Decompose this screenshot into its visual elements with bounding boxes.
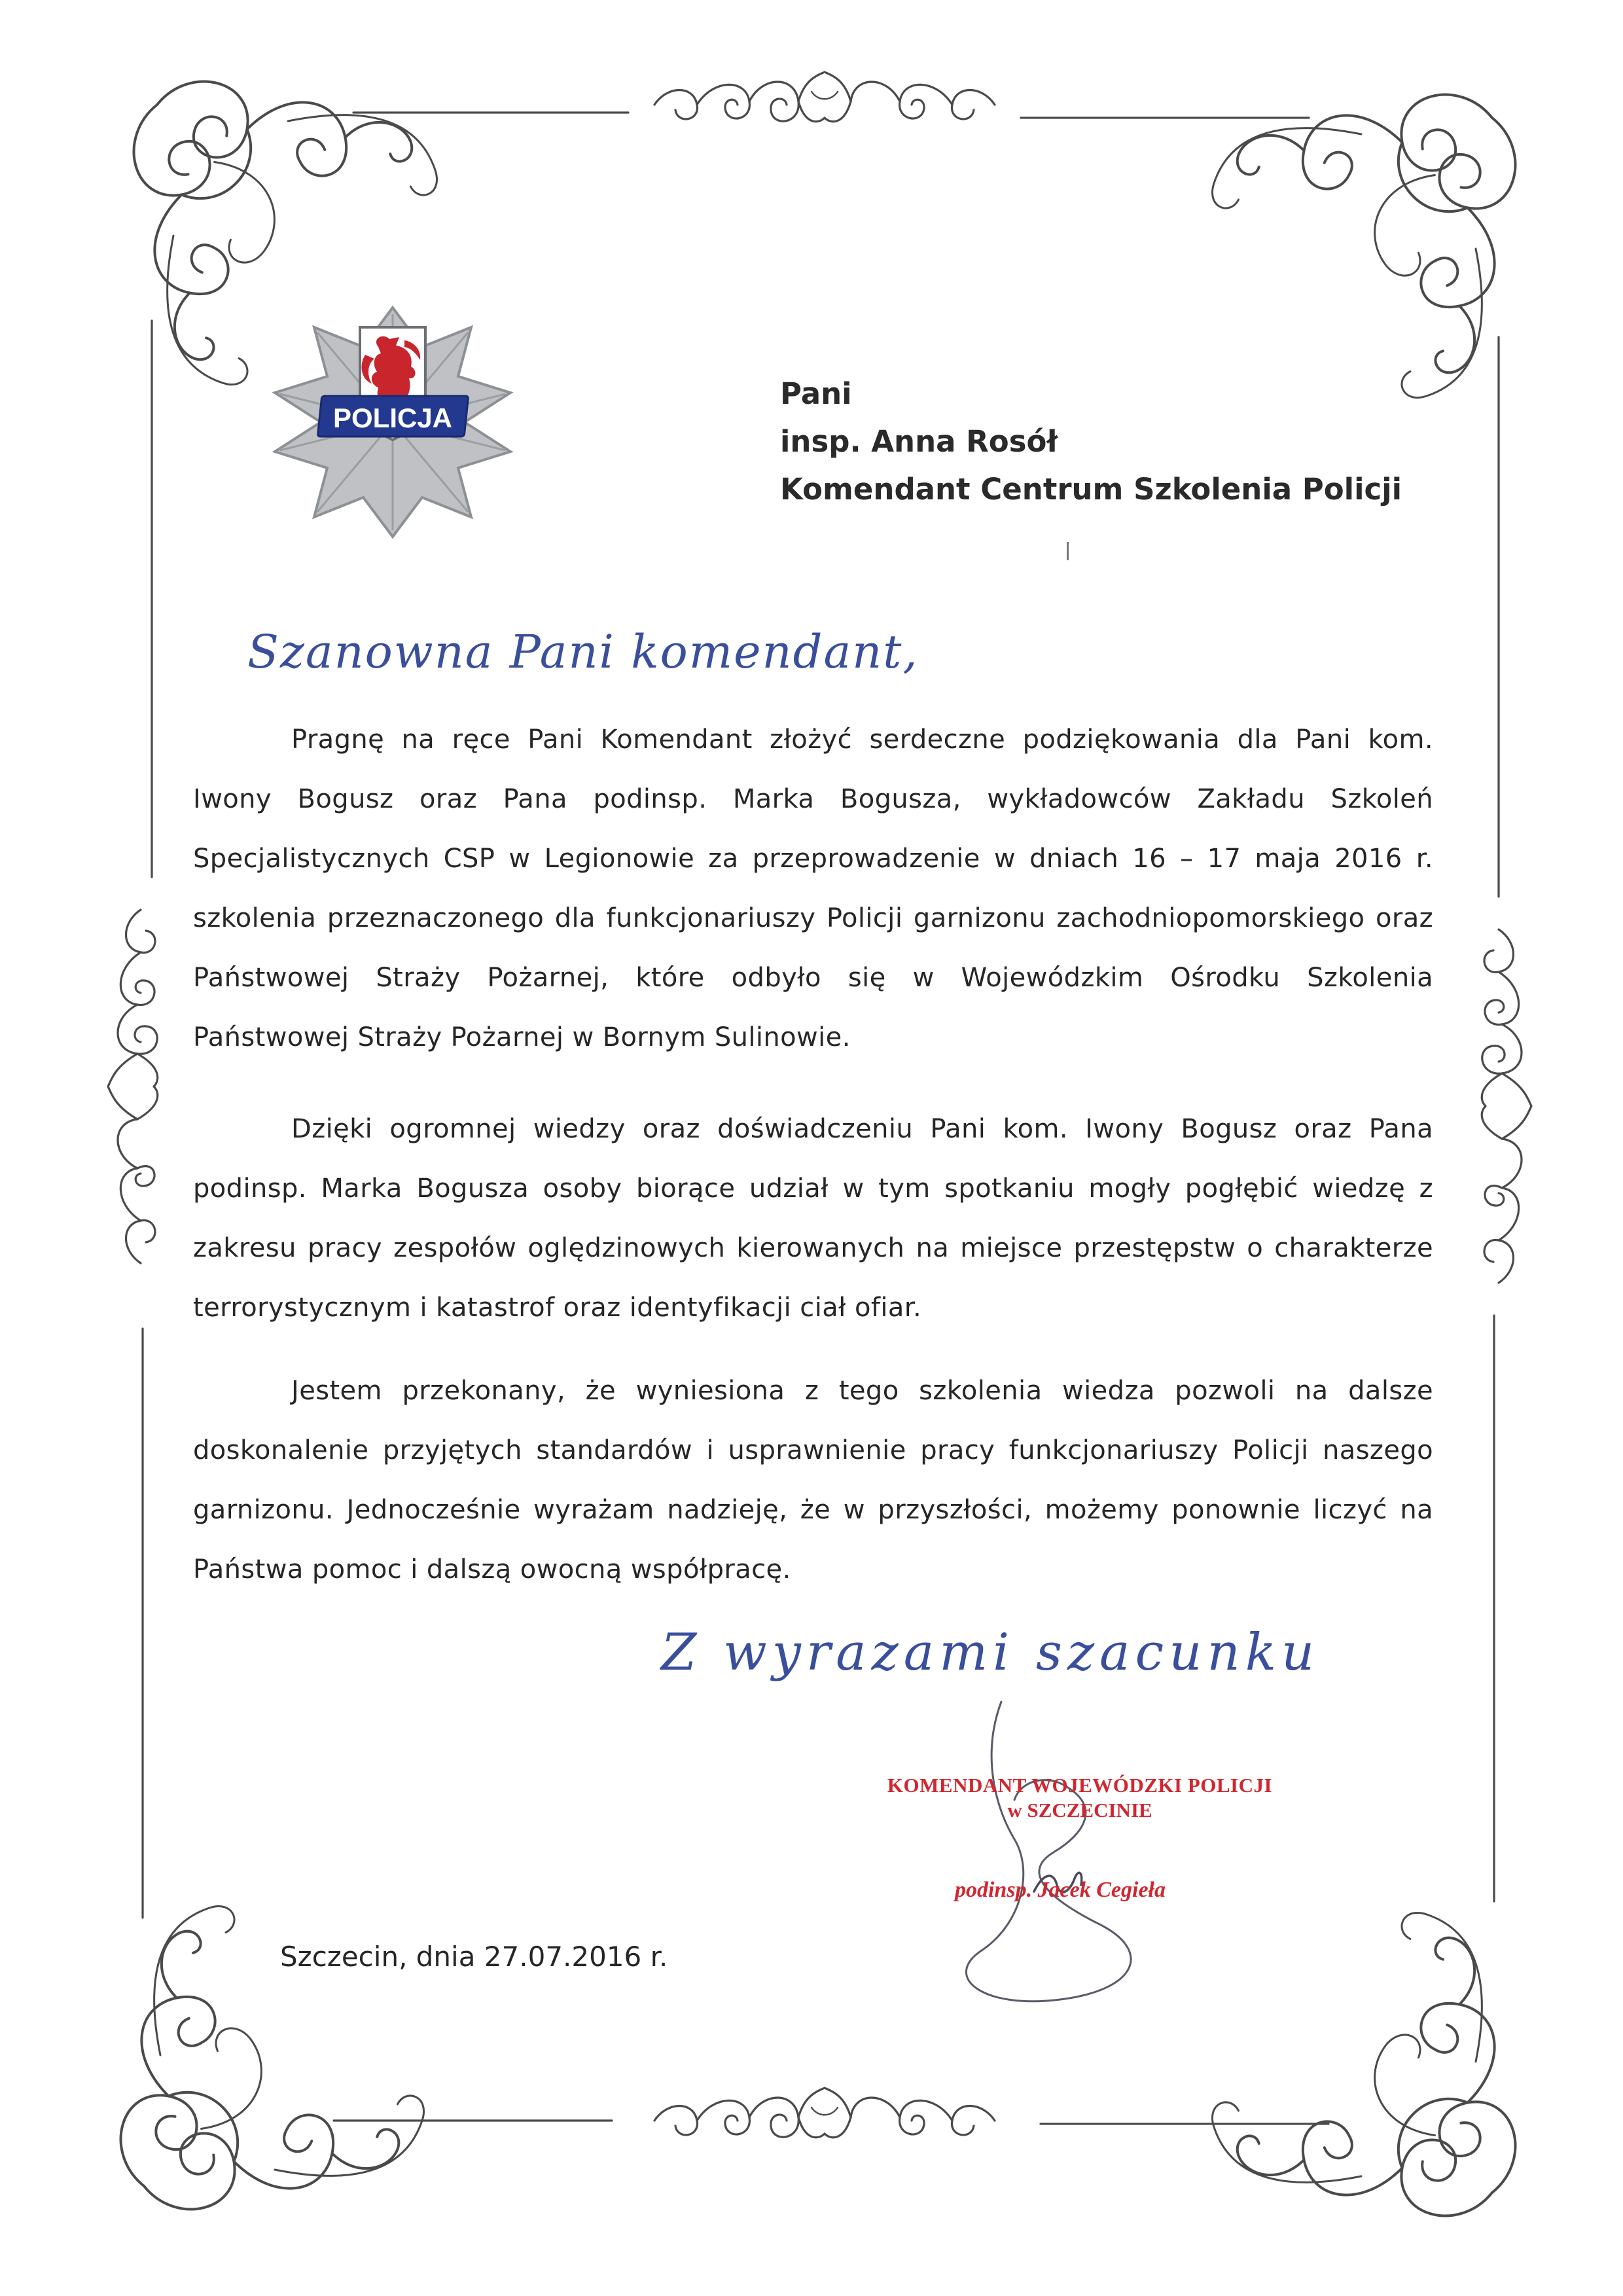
- addressee-name: insp. Anna Rosół: [780, 424, 1058, 459]
- addressee-block: [780, 370, 1500, 513]
- official-stamp: [877, 1774, 1283, 1903]
- handwritten-closing: Z wyrazami szacunku: [661, 1623, 1320, 1682]
- body-paragraph-1: [193, 710, 1433, 1067]
- addressee-honorific: Pani: [780, 376, 852, 411]
- paragraph-text: Pragnę na ręce Pani Komendant złożyć serdeczne podziękowania dla Pani kom. Iwony Bogusz oraz Pana podinsp. Marka Bogusza, wykładowców Zakładu Szkoleń Specjalistycznych CSP w Legionowie za przeprowadzenie w dniach 16 – 17 maja 2016 r. szkolenia przeznaczonego dla funkcjonariuszy Policji garnizonu zachodniopomorskiego oraz Państwowej Straży Pożarnej, które odbyło się w Wojewódzkim Ośrodku Szkolenia Państwowej Straży Pożarnej w Bornym Sulinowie.: [193, 725, 1433, 1052]
- paragraph-text: Jestem przekonany, że wyniesiona z tego szkolenia wiedza pozwoli na dalsze doskonalenie przyjętych standardów i usprawnienie pracy funkcjonariuszy Policji naszego garnizonu. Jednocześnie wyrażam nadzieję, że w przyszłości, możemy ponownie liczyć na Państwa pomoc i dalszą owocną współpracę.: [193, 1376, 1433, 1585]
- place-and-date: Szczecin, dnia 27.07.2016 r.: [280, 1941, 668, 1973]
- stamp-city: w SZCZECINIE: [1007, 1799, 1152, 1821]
- emblem-label: POLICJA: [332, 403, 453, 433]
- body-paragraph-3: [193, 1361, 1433, 1600]
- body-paragraph-2: [193, 1100, 1433, 1338]
- handwritten-salutation: Szanowna Pani komendant,: [247, 625, 919, 679]
- stray-ink-mark: [1067, 542, 1069, 560]
- police-star-emblem: [262, 301, 524, 543]
- stamp-signatory: podinsp. Jacek Cegieła: [954, 1878, 1166, 1902]
- stamp-office: KOMENDANT WOJEWÓDZKI POLICJI: [887, 1774, 1273, 1797]
- paragraph-text: Dzięki ogromnej wiedzy oraz doświadczeniu Pani kom. Iwony Bogusz oraz Pana podinsp. Marka Bogusza osoby biorące udział w tym spotkaniu mogły pogłębić wiedzę z zakresu pracy zespołów oględzinowych kierowanych na miejsce przestępstw o charakterze terrorystycznym i katastrof oraz identyfikacji ciał ofiar.: [193, 1114, 1433, 1323]
- addressee-title: Komendant Centrum Szkolenia Policji: [780, 472, 1402, 507]
